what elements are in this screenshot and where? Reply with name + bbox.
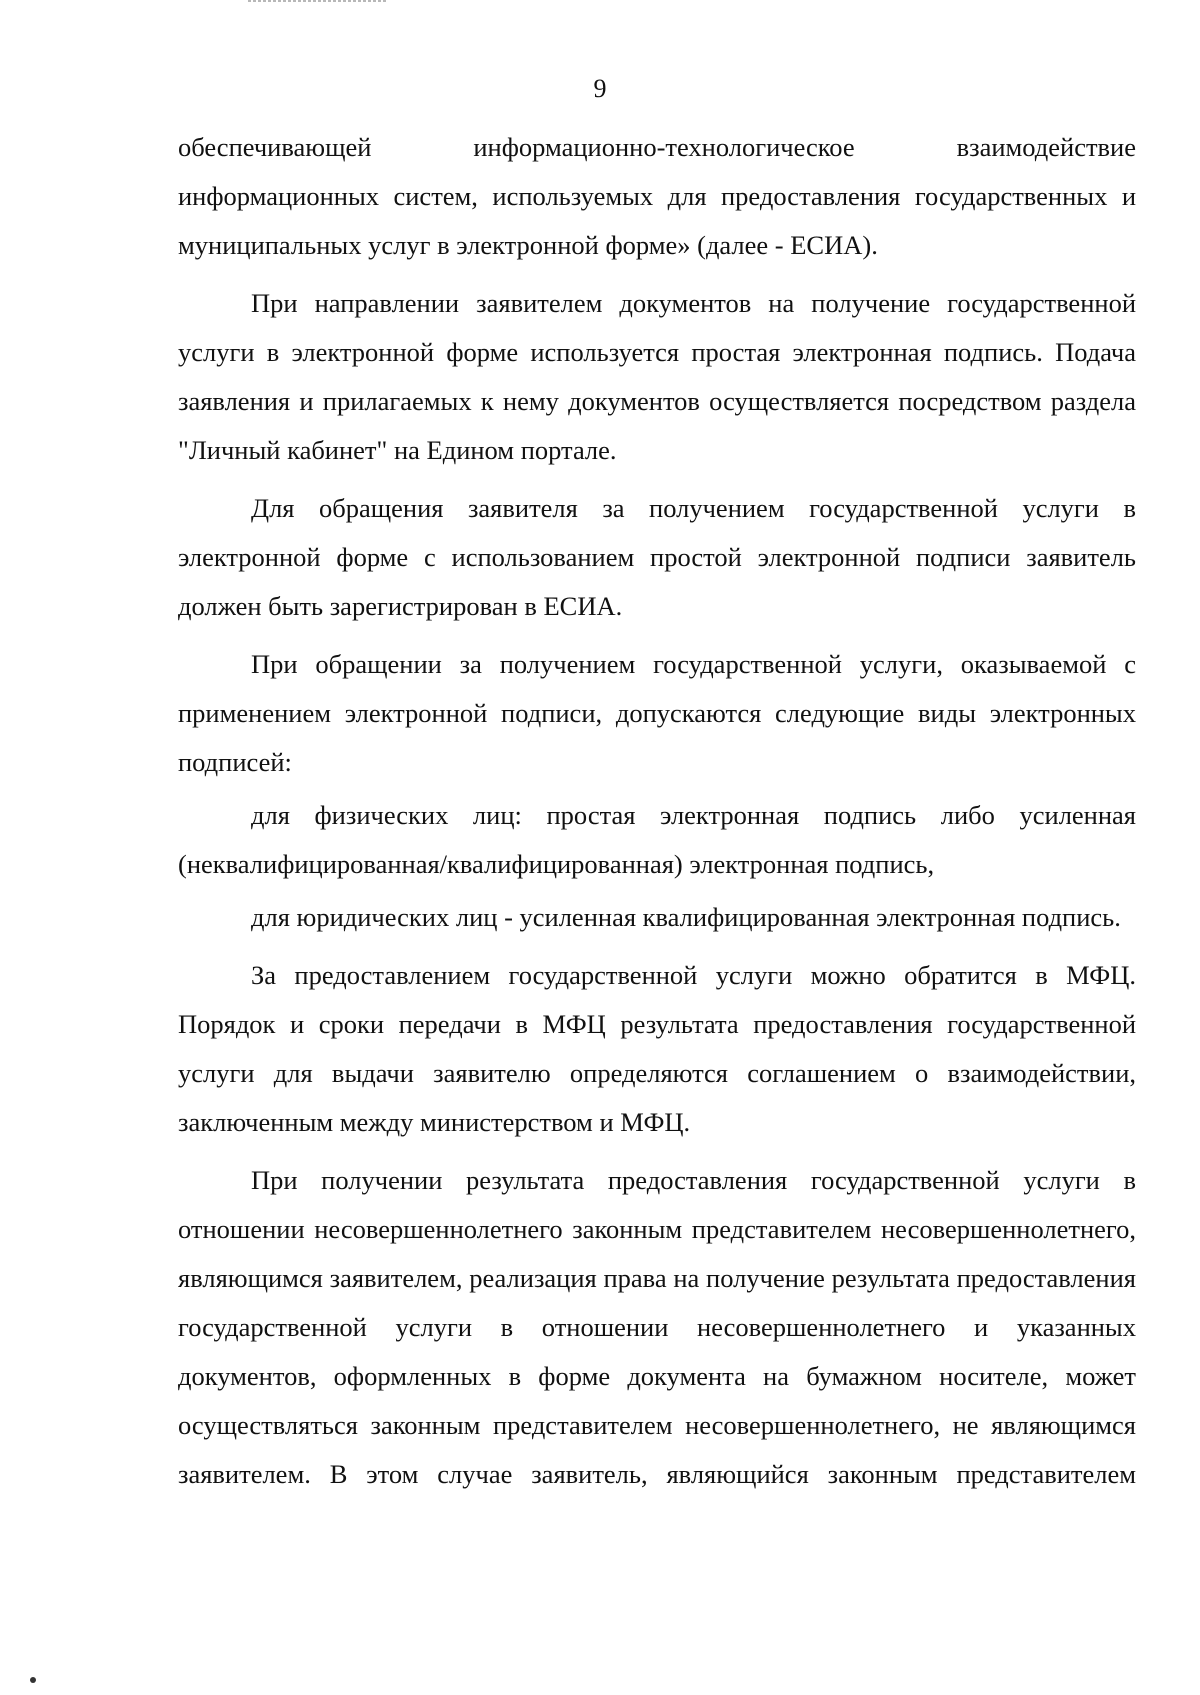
scan-artifact-top [248,0,388,2]
paragraph-minors: При получении результата предоставления государственной услуги в отношении несовершеннолетнего законным представителем несовершеннолетнего, являющимся заявителем, реализация права на получение результата предоставления государственной услуги в отношении несовершеннолетнего и указанных документов, оформленных в форме документа на бумажном носителе, может осуществляться законным представителем несовершеннолетнего, не являющимся заявителем. В этом случае заявитель, являющийся законным представителем [178,1165,1136,1489]
paragraph-esia-definition: обеспечивающей информационно-технологическое взаимодействие информационных систем, используемых для предоставления государственных и муниципальных услуг в электронной форме» (далее - ЕСИА). [178,132,1136,260]
paragraph-individuals: для физических лиц: простая электронная подпись либо усиленная (неквалифицированная/квалифицированная) электронная подпись, [178,800,1136,879]
paragraph-mfc: За предоставлением государственной услуги можно обратится в МФЦ. Порядок и сроки передачи в МФЦ результата предоставления государственной услуги для выдачи заявителю определяются соглашением о взаимодействии, заключенным между министерством и МФЦ. [178,960,1136,1137]
page-number: 9 [593,74,607,103]
paragraph-esia-registration: Для обращения заявителя за получением государственной услуги в электронной форме с использованием простой электронной подписи заявитель должен быть зарегистрирован в ЕСИА. [178,493,1136,621]
document-body [178,123,1136,1499]
scan-artifact-dot [30,1677,36,1683]
paragraph-simple-signature: При направлении заявителем документов на получение государственной услуги в электронной форме используется простая электронная подпись. Подача заявления и прилагаемых к нему документов осуществляется посредством раздела "Личный кабинет" на Едином портале. [178,288,1136,465]
paragraph-legal-entities: для юридических лиц - усиленная квалифицированная электронная подпись. [251,902,1121,932]
paragraph-signature-types: При обращении за получением государственной услуги, оказываемой с применением электронной подписи, допускаются следующие виды электронных подписей: [178,649,1136,777]
